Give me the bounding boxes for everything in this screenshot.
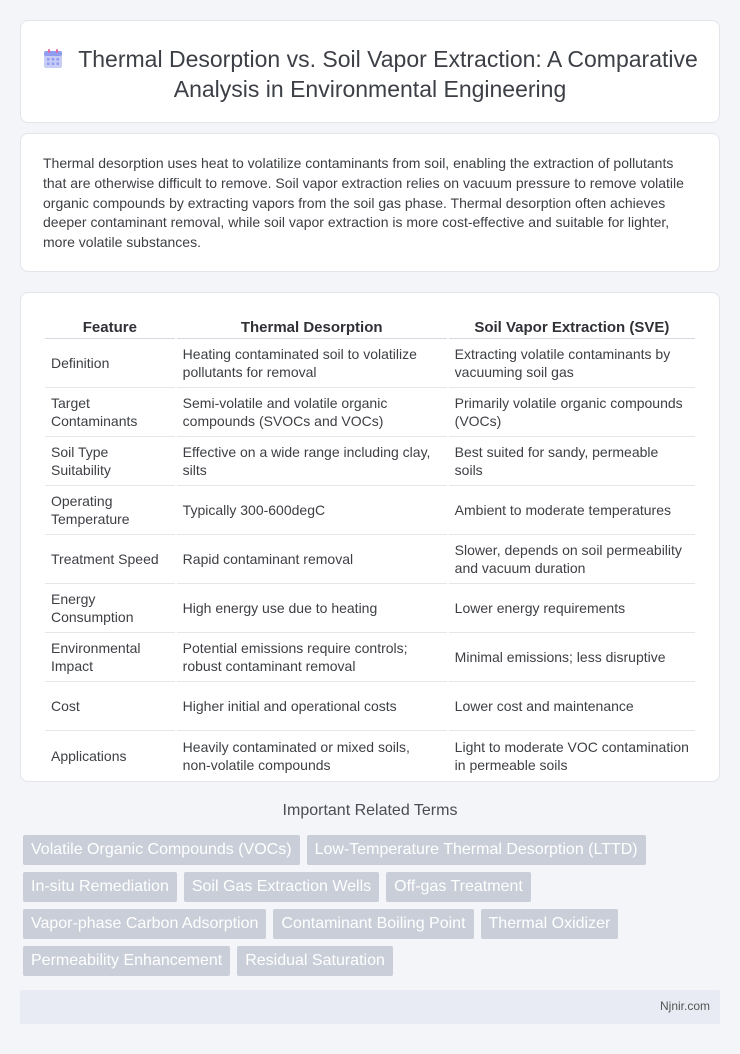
table-row <box>45 633 695 682</box>
thermal-cell: Effective on a wide range including clay, silts <box>177 437 447 486</box>
feature-cell: Cost <box>45 682 175 731</box>
intro-paragraph: Thermal desorption uses heat to volatilize contaminants from soil, enabling the extraction of pollutants that are otherwise difficult to remove. Soil vapor extraction relies on vacuum pressure to remove volatile organic compounds by extracting vapors from the soil gas phase. Thermal desorption often achieves deeper contaminant removal, while soil vapor extraction is more cost-effective and suitable for lighter, more volatile substances. <box>43 155 684 251</box>
table-row <box>45 535 695 584</box>
related-term-tag[interactable]: Off-gas Treatment <box>386 872 531 902</box>
footer-site-link[interactable]: Njnir.com <box>659 999 710 1013</box>
comparison-table-card <box>20 292 720 782</box>
table-row <box>45 437 695 486</box>
table-row <box>45 486 695 535</box>
sve-cell: Extracting volatile contaminants by vacuuming soil gas <box>449 339 695 388</box>
page-title-text: Thermal Desorption vs. Soil Vapor Extraction: A Comparative Analysis in Environmental Engineering <box>78 46 698 102</box>
sve-cell: Slower, depends on soil permeability and vacuum duration <box>449 535 695 584</box>
related-term-tag[interactable]: Soil Gas Extraction Wells <box>184 872 379 902</box>
feature-cell: Operating Temperature <box>45 486 175 535</box>
related-term-tag[interactable]: Permeability Enhancement <box>23 946 230 976</box>
footer <box>20 990 720 1024</box>
thermal-cell: High energy use due to heating <box>177 584 447 633</box>
thermal-cell: Heating contaminated soil to volatilize pollutants for removal <box>177 339 447 388</box>
header-sve: Soil Vapor Extraction (SVE) <box>449 315 695 339</box>
related-terms-list <box>23 835 723 976</box>
related-term-tag[interactable]: Volatile Organic Compounds (VOCs) <box>23 835 300 865</box>
header-thermal-desorption: Thermal Desorption <box>177 315 447 339</box>
feature-cell: Target Contaminants <box>45 388 175 437</box>
table-header-row <box>45 315 695 339</box>
sve-cell: Lower cost and maintenance <box>449 682 695 731</box>
related-term-tag[interactable]: Thermal Oxidizer <box>481 909 619 939</box>
thermal-cell: Higher initial and operational costs <box>177 682 447 731</box>
thermal-cell: Typically 300-600degC <box>177 486 447 535</box>
feature-cell: Energy Consumption <box>45 584 175 633</box>
related-terms-heading: Important Related Terms <box>282 802 458 819</box>
feature-cell: Applications <box>51 747 127 764</box>
sve-cell: Ambient to moderate temperatures <box>449 486 695 535</box>
sve-cell: Light to moderate VOC contamination in permeable soils <box>454 738 689 773</box>
feature-cell: Soil Type Suitability <box>45 437 175 486</box>
related-term-tag[interactable]: Residual Saturation <box>237 946 393 976</box>
table-row <box>45 584 695 633</box>
feature-cell: Environmental Impact <box>45 633 175 682</box>
title-card <box>20 20 720 123</box>
table-row <box>45 731 695 780</box>
thermal-cell: Semi-volatile and volatile organic compounds (SVOCs and VOCs) <box>177 388 447 437</box>
intro-card <box>20 133 720 272</box>
table-row <box>45 682 695 731</box>
thermal-cell: Rapid contaminant removal <box>177 535 447 584</box>
header-feature: Feature <box>45 315 175 339</box>
page-title <box>21 44 719 104</box>
feature-cell: Treatment Speed <box>45 535 175 584</box>
comparison-table <box>43 315 697 780</box>
sve-cell: Best suited for sandy, permeable soils <box>449 437 695 486</box>
related-term-tag[interactable]: Low-Temperature Thermal Desorption (LTTD) <box>307 835 646 865</box>
calendar-icon <box>42 48 64 70</box>
table-row <box>45 388 695 437</box>
related-term-tag[interactable]: In-situ Remediation <box>23 872 177 902</box>
sve-cell: Lower energy requirements <box>449 584 695 633</box>
thermal-cell: Heavily contaminated or mixed soils, non-volatile compounds <box>182 738 410 773</box>
table-row <box>45 339 695 388</box>
sve-cell: Minimal emissions; less disruptive <box>449 633 695 682</box>
feature-cell: Definition <box>45 339 175 388</box>
related-term-tag[interactable]: Contaminant Boiling Point <box>273 909 473 939</box>
related-term-tag[interactable]: Vapor-phase Carbon Adsorption <box>23 909 266 939</box>
thermal-cell: Potential emissions require controls; robust contaminant removal <box>177 633 447 682</box>
sve-cell: Primarily volatile organic compounds (VOCs) <box>449 388 695 437</box>
